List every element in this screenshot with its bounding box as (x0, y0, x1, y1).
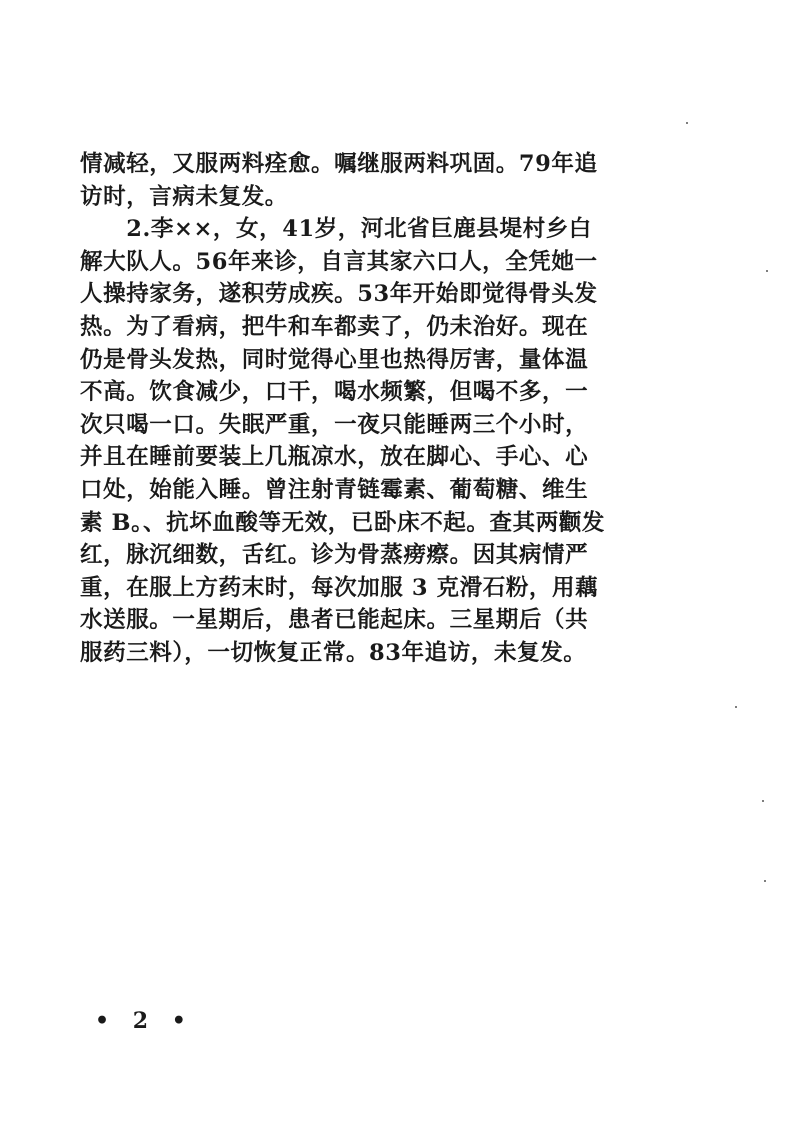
text-line: 不高。饮食减少，口干，喝水频繁，但喝不多，一 (80, 379, 589, 406)
text-line: 访时，言病未复发。 (80, 183, 288, 210)
text-line: 重，在服上方药末时，每次加服 3 克滑石粉，用藕 (80, 574, 599, 601)
text-line: 红，脉沉细数，舌红。诊为骨蒸痨瘵。因其病情严 (80, 542, 589, 569)
scan-speck (766, 270, 768, 272)
text-line: 热。为了看病，把牛和车都卖了，仍未治好。现在 (80, 313, 589, 340)
scan-speck (686, 122, 688, 124)
page-number: • 2 • (95, 1008, 194, 1034)
body-text (80, 148, 660, 670)
text-line: 2.李××，女，41岁，河北省巨鹿县堤村乡白 (80, 216, 592, 243)
text-line: 并且在睡前要装上几瓶凉水，放在脚心、手心、心 (80, 444, 589, 471)
text-line: 次只喝一口。失眠严重，一夜只能睡两三个小时， (80, 411, 589, 438)
text-line: 人操持家务，遂积劳成疾。53年开始即觉得骨头发 (80, 281, 598, 308)
text-line: 仍是骨头发热，同时觉得心里也热得厉害，量体温 (80, 346, 589, 373)
text-line: 素 B。、抗坏血酸等无效，已卧床不起。查其两颧发 (80, 509, 606, 536)
text-line: 服药三料），一切恢复正常。83年追访，未复发。 (80, 639, 587, 666)
scan-speck (764, 880, 766, 882)
scan-speck (735, 706, 737, 708)
text-line: 水送服。一星期后，患者已能起床。三星期后（共 (80, 607, 589, 634)
text-line: 情减轻，又服两料痊愈。嘱继服两料巩固。79年追 (80, 151, 598, 177)
text-line: 解大队人。56年来诊，自言其家六口人，全凭她一 (80, 248, 598, 275)
text-line: 口处，始能入睡。曾注射青链霉素、葡萄糖、维生 (80, 476, 589, 503)
scan-speck (762, 800, 764, 802)
